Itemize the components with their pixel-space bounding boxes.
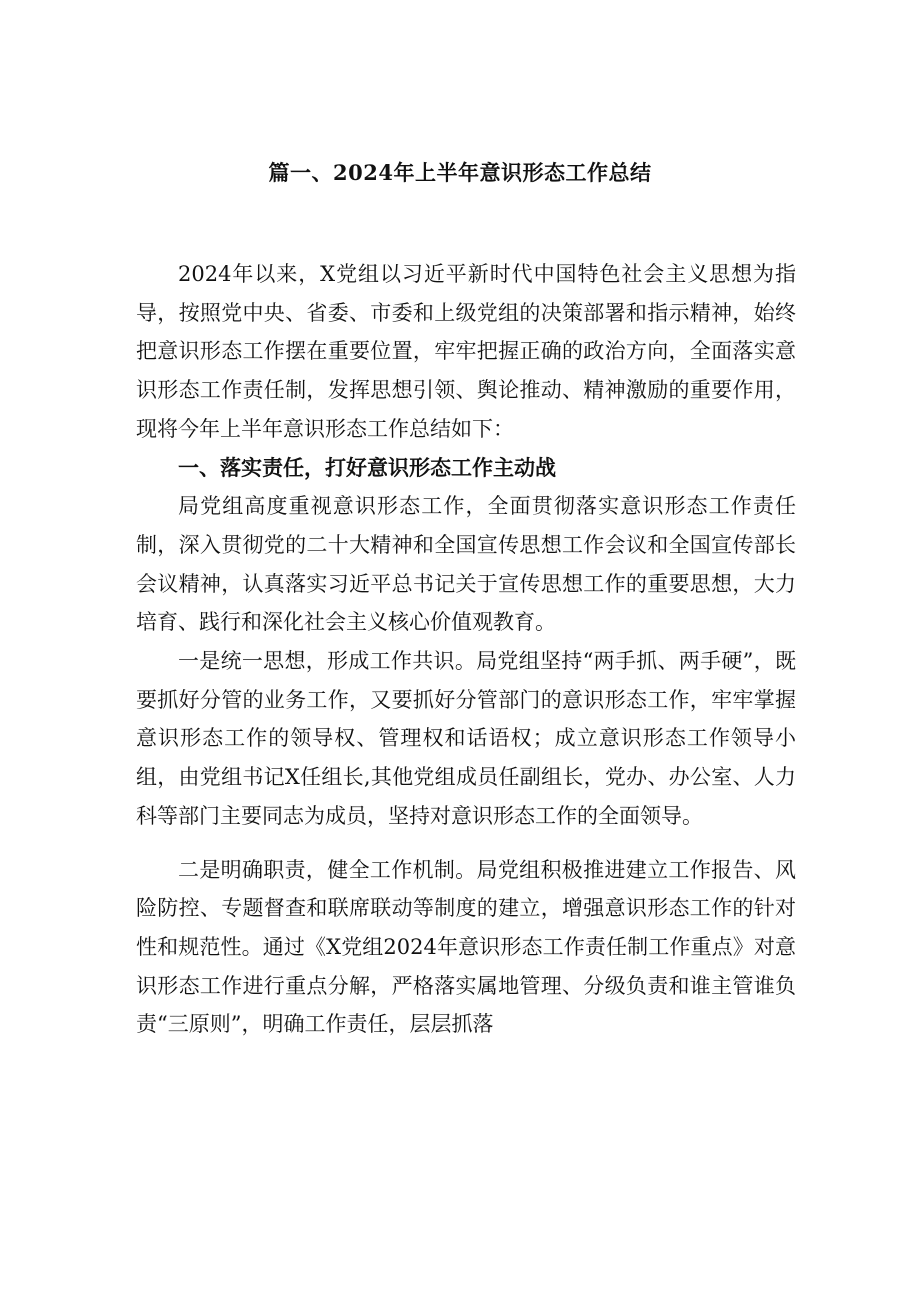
intro-paragraph: 2024年以来，X党组以习近平新时代中国特色社会主义思想为指导，按照党中央、省委、市委和上级党组的决策部署和指示精神，始终把意识形态工作摆在重要位置，牢牢把握正确的政治方向，全面落实意识形态工作责任制，发挥思想引领、舆论推动、精神激励的重要作用，现将今年上半年意识形态工作总结如下：	[136, 262, 796, 441]
section-paragraph: 局党组高度重视意识形态工作，全面贯彻落实意识形态工作责任制，深入贯彻党的二十大精神和全国宣传思想工作会议和全国宣传部长会议精神，认真落实习近平总书记关于宣传思想工作的重要思想，大力培育、践行和深化社会主义核心价值观教育。	[136, 494, 796, 635]
point-one-paragraph: 一是统一思想，形成工作共识。局党组坚持“两手抓、两手硬”，既要抓好分管的业务工作，又要抓好分管部门的意识形态工作，牢牢掌握意识形态工作的领导权、管理权和话语权；成立意识形态工作领导小组，由党组书记X任组长,其他党组成员任副组长，党办、办公室、人力科等部门主要同志为成员，坚持对意识形态工作的全面领导。	[136, 649, 796, 828]
point-two-paragraph: 二是明确职责，健全工作机制。局党组积极推进建立工作报告、风险防控、专题督查和联席联动等制度的建立，增强意识形态工作的针对性和规范性。通过《X党组2024年意识形态工作责任制工作重点》对意识形态工作进行重点分解，严格落实属地管理、分级负责和谁主管谁负责“三原则”，明确工作责任，层层抓落	[136, 857, 796, 1037]
document-body	[136, 255, 796, 1044]
section-heading: 一、落实责任，打好意识形态工作主动战	[178, 454, 556, 480]
document-title: 篇一、2024年上半年意识形态工作总结	[268, 160, 652, 185]
